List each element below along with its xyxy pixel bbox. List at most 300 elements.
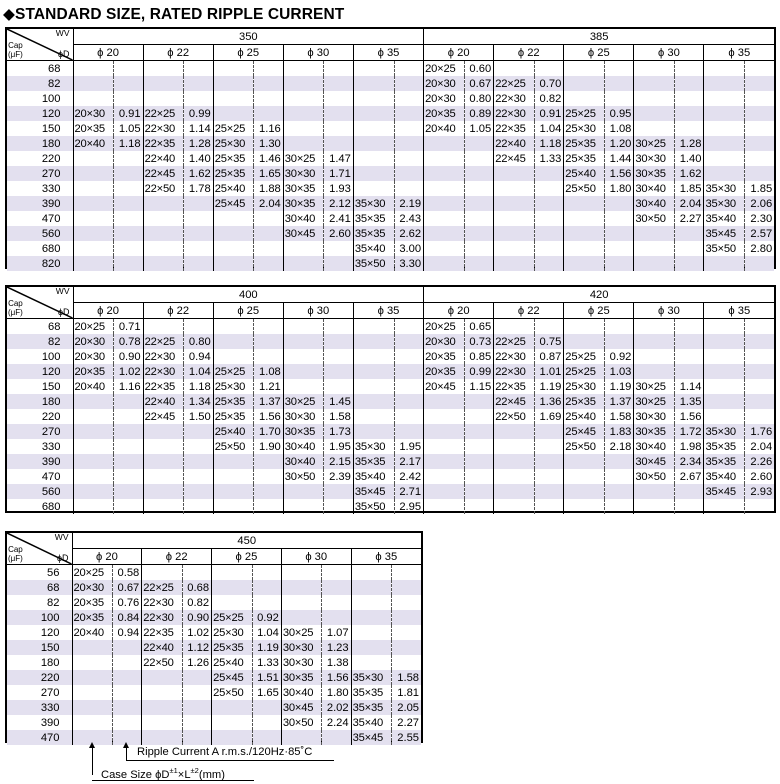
case-size bbox=[564, 469, 605, 484]
cap-value: 100 bbox=[7, 91, 73, 106]
case-size bbox=[213, 226, 254, 241]
diameter-header: ϕ 35 bbox=[353, 45, 423, 61]
case-size bbox=[353, 181, 394, 196]
case-size bbox=[351, 625, 391, 640]
case-size: 35×45 bbox=[351, 730, 391, 745]
diameter-header: ϕ 35 bbox=[704, 45, 774, 61]
diameter-header: ϕ 22 bbox=[142, 549, 212, 565]
ripple-current: 0.80 bbox=[184, 334, 213, 349]
ripple-current bbox=[534, 211, 563, 226]
case-size bbox=[353, 121, 394, 136]
case-size bbox=[424, 166, 465, 181]
ripple-current: 1.23 bbox=[322, 640, 351, 655]
ripple-current bbox=[604, 76, 633, 91]
ripple-current bbox=[534, 166, 563, 181]
ripple-current: 2.39 bbox=[324, 469, 353, 484]
ripple-current: 1.04 bbox=[184, 364, 213, 379]
cap-label bbox=[8, 546, 23, 563]
case-size: 30×25 bbox=[634, 136, 675, 151]
ripple-current bbox=[464, 166, 493, 181]
cap-value: 68 bbox=[7, 580, 72, 595]
case-size bbox=[142, 715, 182, 730]
ripple-current bbox=[252, 730, 281, 745]
case-size: 25×30 bbox=[213, 379, 254, 394]
case-size bbox=[351, 640, 391, 655]
ripple-current bbox=[464, 241, 493, 256]
case-size bbox=[143, 484, 184, 499]
ripple-current bbox=[324, 61, 353, 77]
ripple-current: 1.50 bbox=[184, 409, 213, 424]
cap-value: 82 bbox=[7, 595, 72, 610]
ripple-current bbox=[184, 226, 213, 241]
case-size bbox=[281, 730, 321, 745]
ripple-current: 1.28 bbox=[675, 136, 704, 151]
ripple-current: 0.75 bbox=[534, 334, 563, 349]
cap-value: 68 bbox=[7, 61, 73, 77]
ripple-current bbox=[182, 700, 211, 715]
case-size: 25×50 bbox=[564, 439, 605, 454]
ripple-current: 0.99 bbox=[464, 364, 493, 379]
ripple-current bbox=[114, 211, 143, 226]
cap-value: 270 bbox=[7, 685, 72, 700]
table-row bbox=[7, 715, 421, 730]
table-row bbox=[7, 91, 774, 106]
case-size bbox=[213, 106, 254, 121]
ripple-current: 2.60 bbox=[324, 226, 353, 241]
cap-value: 68 bbox=[7, 319, 73, 335]
case-size: 20×35 bbox=[424, 364, 465, 379]
case-size: 30×40 bbox=[634, 181, 675, 196]
diameter-header: ϕ 30 bbox=[281, 549, 351, 565]
table-row bbox=[7, 196, 774, 211]
cap-value: 120 bbox=[7, 106, 73, 121]
case-size bbox=[143, 241, 184, 256]
cap-wv-corner bbox=[7, 533, 72, 565]
case-size bbox=[564, 334, 605, 349]
case-size bbox=[564, 196, 605, 211]
case-size: 35×40 bbox=[353, 241, 394, 256]
cap-value: 220 bbox=[7, 151, 73, 166]
table-row bbox=[7, 106, 774, 121]
diameter-header: ϕ 35 bbox=[351, 549, 421, 565]
ripple-current bbox=[114, 196, 143, 211]
ripple-current bbox=[394, 394, 424, 409]
ripple-current bbox=[112, 640, 141, 655]
ripple-current: 1.46 bbox=[254, 151, 283, 166]
case-size bbox=[283, 121, 324, 136]
ripple-current bbox=[675, 61, 704, 77]
case-size bbox=[704, 76, 745, 91]
case-size bbox=[634, 484, 675, 499]
ripple-current bbox=[184, 196, 213, 211]
ripple-current bbox=[464, 226, 493, 241]
ripple-current bbox=[184, 211, 213, 226]
ripple-current: 1.37 bbox=[254, 394, 283, 409]
ripple-current: 0.65 bbox=[464, 319, 493, 335]
ripple-current bbox=[745, 106, 775, 121]
table-row bbox=[7, 670, 421, 685]
case-size bbox=[494, 454, 535, 469]
case-size bbox=[283, 61, 324, 77]
table-row bbox=[7, 685, 421, 700]
ripple-current bbox=[254, 256, 283, 271]
ripple-current bbox=[604, 241, 633, 256]
ripple-current: 1.47 bbox=[324, 151, 353, 166]
ripple-current bbox=[114, 76, 143, 91]
ripple-current bbox=[254, 91, 283, 106]
table-row bbox=[7, 121, 774, 136]
table-row bbox=[7, 409, 774, 424]
ripple-current: 2.04 bbox=[254, 196, 283, 211]
ripple-current bbox=[322, 595, 351, 610]
case-size bbox=[143, 499, 184, 514]
ripple-current: 1.85 bbox=[750, 182, 773, 195]
case-size: 30×30 bbox=[283, 166, 324, 181]
case-size-arrow-icon bbox=[89, 742, 95, 748]
ripple-current bbox=[184, 76, 213, 91]
ripple-current bbox=[114, 181, 143, 196]
ripple-current bbox=[112, 685, 141, 700]
voltage-header: 385 bbox=[424, 29, 775, 45]
case-size: 35×40 bbox=[353, 469, 394, 484]
case-size: 35×35 bbox=[351, 685, 391, 700]
case-size: 25×25 bbox=[213, 364, 254, 379]
case-size bbox=[72, 685, 112, 700]
ripple-current: 1.56 bbox=[254, 409, 283, 424]
case-size bbox=[143, 91, 184, 106]
case-size: 20×35 bbox=[72, 595, 112, 610]
voltage-header-row bbox=[7, 287, 774, 303]
ripple-current: 0.82 bbox=[534, 91, 563, 106]
case-size: 22×40 bbox=[142, 640, 182, 655]
case-size-unit: (mm) bbox=[198, 768, 225, 781]
ripple-current: 2.27 bbox=[397, 716, 420, 729]
ripple-current: 1.12 bbox=[182, 640, 211, 655]
ripple-current bbox=[394, 91, 424, 106]
ripple-current bbox=[252, 580, 281, 595]
ripple-current bbox=[392, 580, 421, 595]
case-size: 22×35 bbox=[494, 121, 535, 136]
ripple-current: 1.58 bbox=[392, 670, 421, 685]
ripple-current bbox=[114, 241, 143, 256]
case-size bbox=[213, 469, 254, 484]
ripple-current: 0.92 bbox=[252, 610, 281, 625]
cap-label bbox=[8, 300, 23, 317]
case-size: 30×25 bbox=[634, 394, 675, 409]
case-size bbox=[73, 484, 114, 499]
ripple-current bbox=[394, 409, 424, 424]
cap-wv-corner bbox=[7, 287, 73, 319]
diameter-label: ϕD bbox=[57, 49, 70, 59]
case-size bbox=[494, 319, 535, 335]
cap-value: 680 bbox=[7, 499, 73, 514]
ripple-current bbox=[604, 226, 633, 241]
ripple-current: 1.81 bbox=[397, 686, 420, 699]
diameter-header: ϕ 22 bbox=[143, 303, 213, 319]
ripple-current: 2.95 bbox=[394, 499, 424, 514]
case-size bbox=[143, 76, 184, 91]
ripple-current: 0.80 bbox=[464, 91, 493, 106]
case-size bbox=[564, 226, 605, 241]
ripple-current: 2.02 bbox=[322, 700, 351, 715]
wv-label: WV bbox=[55, 287, 70, 296]
case-size: 20×45 bbox=[424, 379, 465, 394]
ripple-current: 2.06 bbox=[745, 196, 775, 211]
case-size: 22×45 bbox=[494, 394, 535, 409]
ripple-current bbox=[114, 166, 143, 181]
case-size: 25×25 bbox=[564, 106, 605, 121]
case-size bbox=[704, 166, 745, 181]
ripple-current: 0.78 bbox=[114, 334, 143, 349]
case-size bbox=[424, 409, 465, 424]
case-size bbox=[73, 469, 114, 484]
ripple-current bbox=[464, 136, 493, 151]
case-size bbox=[353, 379, 394, 394]
ripple-current bbox=[464, 484, 493, 499]
cap-value: 220 bbox=[7, 670, 72, 685]
case-size bbox=[142, 670, 182, 685]
table-row bbox=[7, 181, 774, 196]
ripple-current: 0.99 bbox=[184, 106, 213, 121]
case-size: 20×30 bbox=[424, 76, 465, 91]
ripple-current bbox=[254, 469, 283, 484]
cap-value: 390 bbox=[7, 715, 72, 730]
ripple-current bbox=[254, 319, 283, 335]
case-size: 35×40 bbox=[704, 469, 745, 484]
ripple-current bbox=[534, 256, 563, 271]
table-row bbox=[7, 256, 774, 271]
case-size bbox=[72, 655, 112, 670]
case-size bbox=[634, 334, 675, 349]
case-size bbox=[704, 121, 745, 136]
ripple-current bbox=[254, 499, 283, 514]
case-size: 35×30 bbox=[704, 424, 745, 439]
ripple-current: 1.18 bbox=[184, 379, 213, 394]
ripple-current bbox=[604, 499, 633, 514]
case-size bbox=[424, 136, 465, 151]
table-row bbox=[7, 211, 774, 226]
case-size bbox=[704, 106, 745, 121]
case-size bbox=[212, 715, 252, 730]
case-size bbox=[213, 241, 254, 256]
case-size: 25×25 bbox=[212, 610, 252, 625]
cap-value: 390 bbox=[7, 196, 73, 211]
case-size: 22×50 bbox=[142, 655, 182, 670]
ripple-current: 2.80 bbox=[750, 242, 773, 255]
ripple-current: 1.19 bbox=[252, 640, 281, 655]
diameter-label: ϕD bbox=[57, 307, 70, 317]
case-size: 35×35 bbox=[353, 211, 394, 226]
case-size: 30×30 bbox=[281, 640, 321, 655]
ripple-current: 3.00 bbox=[394, 241, 424, 256]
ripple-current: 2.05 bbox=[392, 700, 421, 715]
ripple-current: 1.56 bbox=[322, 670, 351, 685]
ripple-current bbox=[394, 319, 424, 335]
ripple-current bbox=[534, 469, 563, 484]
case-size bbox=[353, 106, 394, 121]
table-row bbox=[7, 469, 774, 484]
cap-label bbox=[8, 42, 23, 59]
case-size bbox=[634, 364, 675, 379]
ripple-current bbox=[324, 364, 353, 379]
case-size: 20×40 bbox=[73, 136, 114, 151]
case-size: 30×50 bbox=[281, 715, 321, 730]
table-row bbox=[7, 226, 774, 241]
case-size: 30×35 bbox=[634, 424, 675, 439]
case-size bbox=[73, 409, 114, 424]
ripple-current bbox=[604, 469, 633, 484]
ripple-current: 1.72 bbox=[675, 424, 704, 439]
case-size bbox=[283, 136, 324, 151]
ripple-current: 1.38 bbox=[322, 655, 351, 670]
ripple-current: 0.82 bbox=[182, 595, 211, 610]
case-size bbox=[424, 196, 465, 211]
ripple-current: 1.02 bbox=[182, 625, 211, 640]
ripple-current: 2.18 bbox=[604, 439, 633, 454]
case-size bbox=[564, 454, 605, 469]
table-row bbox=[7, 655, 421, 670]
table-row bbox=[7, 700, 421, 715]
ripple-current bbox=[394, 61, 424, 77]
ripple-current bbox=[182, 565, 211, 581]
table-row bbox=[7, 424, 774, 439]
ripple-current: 0.68 bbox=[182, 580, 211, 595]
case-size: 35×45 bbox=[704, 484, 745, 499]
case-size: 20×30 bbox=[72, 580, 112, 595]
case-size bbox=[704, 499, 745, 514]
case-size-x-l: ×L bbox=[177, 768, 191, 781]
ripple-current bbox=[745, 394, 775, 409]
case-size bbox=[212, 595, 252, 610]
case-size bbox=[281, 610, 321, 625]
ripple-current: 1.18 bbox=[114, 136, 143, 151]
case-size-note bbox=[101, 766, 225, 781]
ripple-current: 2.24 bbox=[322, 715, 351, 730]
ripple-current bbox=[394, 136, 424, 151]
case-size: 25×35 bbox=[213, 151, 254, 166]
ripple-current: 1.26 bbox=[182, 655, 211, 670]
case-size: 22×45 bbox=[143, 166, 184, 181]
ripple-current: 1.56 bbox=[675, 409, 704, 424]
case-size: 30×30 bbox=[281, 655, 321, 670]
case-size bbox=[73, 181, 114, 196]
ripple-current: 1.14 bbox=[675, 379, 704, 394]
case-size: 20×25 bbox=[73, 319, 114, 335]
diameter-label: ϕD bbox=[56, 553, 69, 563]
page-title: ◆STANDARD SIZE, RATED RIPPLE CURRENT bbox=[3, 6, 345, 23]
ripple-current bbox=[324, 349, 353, 364]
case-size: 30×35 bbox=[283, 181, 324, 196]
ripple-current bbox=[464, 211, 493, 226]
case-size: 22×25 bbox=[494, 334, 535, 349]
cap-value: 680 bbox=[7, 241, 73, 256]
ripple-current bbox=[184, 439, 213, 454]
case-size bbox=[142, 565, 182, 581]
case-size: 35×50 bbox=[353, 256, 394, 271]
cap-unit: (μF) bbox=[8, 553, 23, 563]
case-size: 35×40 bbox=[351, 715, 391, 730]
ripple-current: 1.33 bbox=[252, 655, 281, 670]
ripple-current: 0.87 bbox=[534, 349, 563, 364]
case-size bbox=[494, 61, 535, 77]
diameter-header: ϕ 20 bbox=[72, 549, 142, 565]
case-size bbox=[73, 226, 114, 241]
table-row bbox=[7, 580, 421, 595]
ripple-current: 1.65 bbox=[252, 685, 281, 700]
case-size: 35×45 bbox=[353, 484, 394, 499]
case-size: 22×30 bbox=[142, 610, 182, 625]
ripple-current: 1.69 bbox=[534, 409, 563, 424]
ripple-current: 2.34 bbox=[675, 454, 704, 469]
case-size: 30×50 bbox=[634, 469, 675, 484]
diameter-header: ϕ 22 bbox=[494, 45, 564, 61]
ripple-current bbox=[184, 61, 213, 77]
ripple-current bbox=[394, 181, 424, 196]
ripple-current: 0.90 bbox=[114, 349, 143, 364]
ripple-current bbox=[254, 61, 283, 77]
case-size bbox=[281, 565, 321, 581]
ripple-current bbox=[675, 349, 704, 364]
diameter-header-row bbox=[7, 303, 774, 319]
case-size: 30×35 bbox=[283, 424, 324, 439]
case-size bbox=[564, 256, 605, 271]
ripple-current: 1.88 bbox=[254, 181, 283, 196]
ripple-current: 1.28 bbox=[184, 136, 213, 151]
ripple-current bbox=[254, 76, 283, 91]
cap-text: Cap bbox=[8, 545, 23, 554]
cap-value: 330 bbox=[7, 181, 73, 196]
cap-unit: (μF) bbox=[8, 49, 23, 59]
ripple-current: 1.20 bbox=[604, 136, 633, 151]
ripple-current bbox=[114, 394, 143, 409]
ripple-current bbox=[464, 256, 493, 271]
cap-value: 82 bbox=[7, 334, 73, 349]
case-size bbox=[72, 640, 112, 655]
case-size: 22×25 bbox=[143, 334, 184, 349]
ripple-current bbox=[534, 181, 563, 196]
ripple-current: 1.30 bbox=[254, 136, 283, 151]
case-size bbox=[704, 151, 745, 166]
case-size bbox=[351, 655, 391, 670]
case-size bbox=[704, 61, 745, 77]
case-size bbox=[73, 166, 114, 181]
ripple-current bbox=[604, 61, 633, 77]
case-size bbox=[424, 394, 465, 409]
ripple-current: 1.33 bbox=[534, 151, 563, 166]
case-size bbox=[424, 151, 465, 166]
ripple-current bbox=[254, 334, 283, 349]
ripple-current: 1.04 bbox=[252, 625, 281, 640]
ripple-current bbox=[745, 409, 775, 424]
case-size: 22×30 bbox=[143, 349, 184, 364]
case-size: 25×35 bbox=[213, 166, 254, 181]
case-size: 35×35 bbox=[704, 439, 745, 454]
ripple-current: 1.78 bbox=[184, 181, 213, 196]
ripple-current bbox=[675, 226, 704, 241]
case-size: 35×50 bbox=[353, 499, 394, 514]
ripple-current bbox=[534, 196, 563, 211]
case-size: 25×35 bbox=[213, 409, 254, 424]
case-size bbox=[704, 136, 745, 151]
case-size: 25×30 bbox=[213, 136, 254, 151]
ripple-current bbox=[464, 454, 493, 469]
case-size-phi: ϕ bbox=[155, 768, 162, 781]
ripple-table-400-420 bbox=[5, 285, 776, 513]
ripple-current: 0.90 bbox=[182, 610, 211, 625]
case-size bbox=[564, 61, 605, 77]
ripple-current bbox=[534, 484, 563, 499]
case-size bbox=[143, 61, 184, 77]
